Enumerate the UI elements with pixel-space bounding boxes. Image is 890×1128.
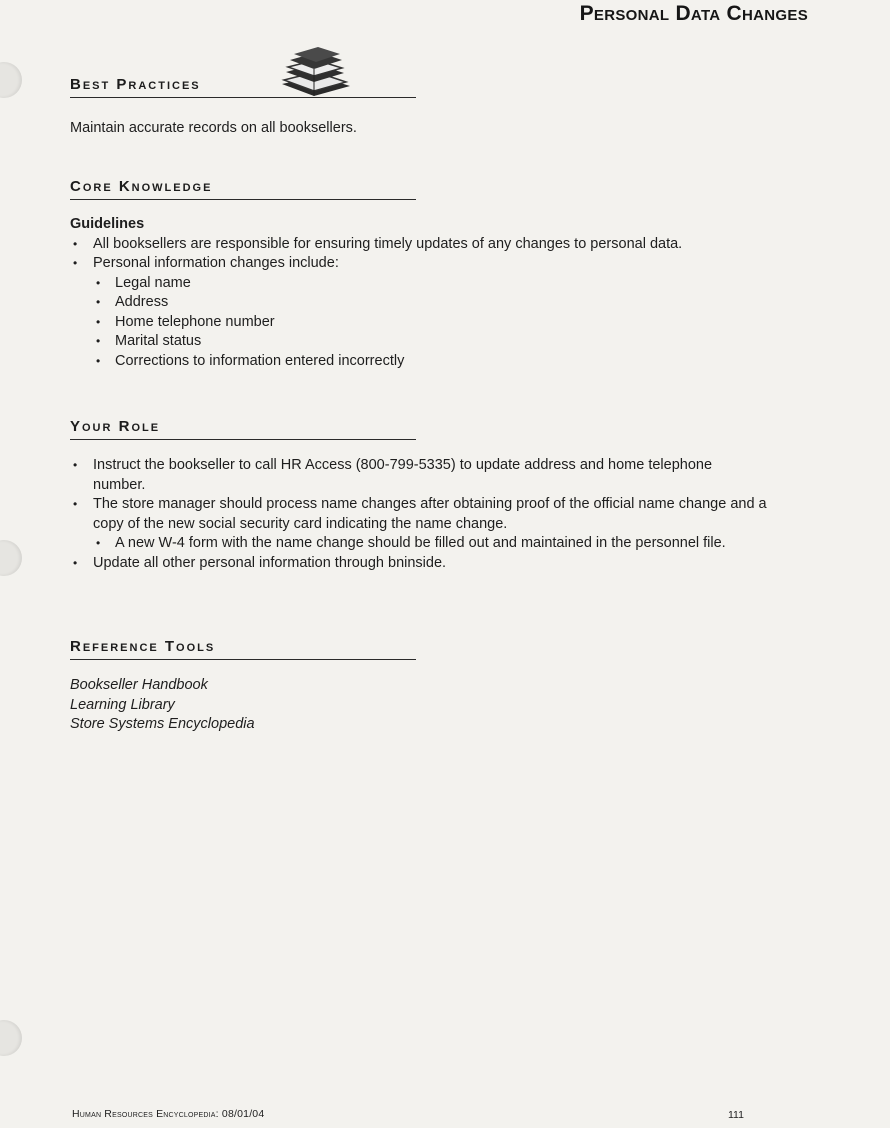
binder-hole-middle	[0, 540, 22, 576]
page-title: Personal Data Changes	[579, 2, 808, 25]
sub-list-item: • Legal name	[93, 274, 682, 294]
your-role-list	[70, 456, 800, 573]
personal-info-sublist	[93, 274, 682, 372]
list-item	[70, 495, 800, 554]
list-item: • All booksellers are responsible for ensuring timely updates of any changes to personal data.	[70, 235, 682, 255]
books-icon	[278, 42, 354, 100]
list-item-text: The store manager should process name changes after obtaining proof of the official name change and a copy of the new social security card indicating the name change.	[93, 496, 767, 532]
section-header	[70, 178, 416, 200]
best-practices-text: Maintain accurate records on all booksellers.	[70, 120, 357, 136]
reference-tool-item: Bookseller Handbook	[70, 677, 208, 693]
section-title: Your Role	[70, 418, 161, 435]
binder-hole-bottom	[0, 1020, 22, 1056]
reference-tools-section	[70, 638, 416, 735]
guidelines-subheading: Guidelines	[70, 216, 145, 232]
sub-list-item: • Address	[93, 293, 682, 313]
section-title: Best Practices	[70, 76, 201, 93]
list-item: • Update all other personal information through bninside.	[70, 554, 800, 574]
reference-tool-item: Store Systems Encyclopedia	[70, 716, 255, 732]
section-title: Reference Tools	[70, 638, 216, 655]
guidelines-list	[70, 235, 682, 372]
sub-list-item: • Marital status	[93, 332, 682, 352]
name-change-sublist	[93, 534, 800, 554]
list-item	[70, 254, 682, 371]
list-item-text: Personal information changes include:	[93, 255, 339, 271]
list-item: • Instruct the bookseller to call HR Access (800-799-5335) to update address and home telephone number.	[70, 456, 800, 495]
binder-hole-top	[0, 62, 22, 98]
section-header	[70, 76, 416, 98]
footer-document-label: Human Resources Encyclopedia: 08/01/04	[72, 1108, 265, 1120]
your-role-section	[70, 418, 800, 573]
sub-list-item: • Home telephone number	[93, 313, 682, 333]
sub-list-item: • Corrections to information entered incorrectly	[93, 352, 682, 372]
best-practices-section	[70, 76, 416, 139]
sub-list-item: • A new W-4 form with the name change should be filled out and maintained in the personnel file.	[93, 534, 800, 554]
footer-page-number: 111	[728, 1109, 744, 1121]
reference-tool-item: Learning Library	[70, 696, 175, 713]
core-knowledge-section	[70, 178, 682, 371]
section-title: Core Knowledge	[70, 178, 213, 195]
section-header	[70, 638, 416, 660]
section-header	[70, 418, 416, 440]
reference-tools-list	[70, 676, 416, 735]
